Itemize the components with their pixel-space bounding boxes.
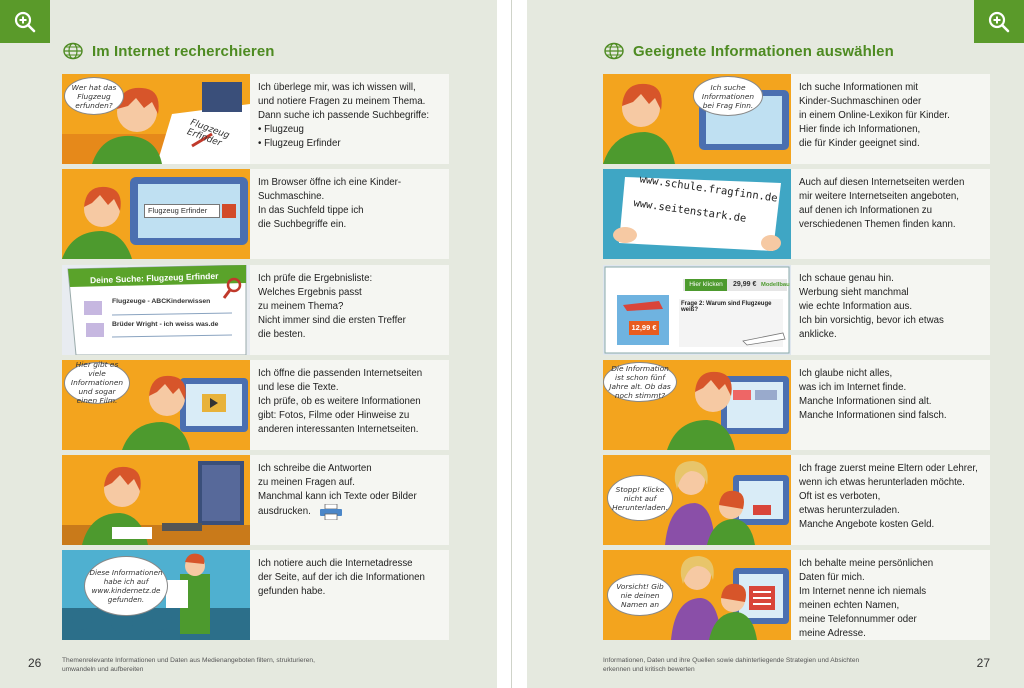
result-link: Brüder Wright - ich weiss was.de: [112, 320, 219, 328]
text-line: wenn ich etwas herunterladen möchte.: [799, 477, 965, 489]
text-line: Oft ist es verboten,: [799, 491, 881, 503]
text-line: Ich glaube nicht alles,: [799, 367, 893, 379]
text-line: und notiere Fragen zu meinem Thema.: [258, 96, 426, 107]
step-row: [62, 455, 449, 545]
comic-panel: [603, 360, 791, 450]
text-line: Ich suche Informationen mit: [799, 82, 918, 93]
steps-list-left: [62, 74, 449, 646]
note-text: Flugzeug Erfinder: [185, 117, 231, 149]
comic-illustration: [62, 455, 250, 545]
text-line: die für Kinder geeignet sind.: [799, 138, 920, 149]
text-line: in einem Online-Lexikon für Kinder.: [799, 110, 950, 121]
text-line: und lese die Texte.: [258, 381, 339, 393]
text-line: Ich prüfe, ob es weitere Informationen: [258, 395, 421, 407]
text-line: Manche Informationen sind alt.: [799, 395, 932, 407]
step-row: [603, 265, 990, 355]
text-line: etwas herunterzuladen.: [799, 505, 900, 517]
step-text: [250, 169, 449, 259]
text-line: was ich im Internet finde.: [799, 381, 907, 393]
speech-bubble: Stopp! Klicke nicht auf Herunterladen.: [607, 475, 673, 521]
comic-panel: [603, 265, 791, 355]
text-line: Hier finde ich Informationen,: [799, 124, 921, 135]
price-tag: 12,99 €: [629, 321, 659, 335]
text-line: meinen echten Namen,: [799, 600, 900, 612]
comic-panel: [603, 169, 791, 259]
speech-bubble: Vorsicht! Gib nie deinen Namen an: [607, 574, 673, 616]
ad-button: Hier klicken: [685, 279, 727, 291]
zoom-button-left[interactable]: [0, 0, 50, 43]
step-text: [250, 74, 449, 164]
step-text: [250, 360, 449, 450]
text-line: zu meinen Fragen auf.: [258, 477, 355, 489]
printer-icon: [319, 504, 343, 520]
speech-bubble: Ich suche Informationen bei Frag Finn.: [693, 76, 763, 116]
speech-bubble: Wer hat das Flugzeug erfunden?: [64, 77, 124, 115]
speech-bubble: Diese Informationen habe ich auf www.kindernetz.de gefunden.: [84, 556, 168, 616]
comic-panel: [603, 455, 791, 545]
comic-panel: [603, 550, 791, 640]
ad-price: 29,99 €: [733, 280, 757, 288]
step-text: [250, 265, 449, 355]
speech-bubble: Die Information ist schon fünf Jahre alt. Ob das noch stimmt?: [603, 362, 677, 402]
step-row: [603, 455, 990, 545]
text-line: Ich bin vorsichtig, bevor ich etwas: [799, 314, 944, 326]
step-row: [62, 360, 449, 450]
zoom-button-right[interactable]: [974, 0, 1024, 43]
step-row: [62, 169, 449, 259]
text-line: mir weitere Internetseiten angeboten,: [799, 191, 959, 203]
step-text: [791, 265, 990, 355]
result-link: Flugzeuge - ABCKinderwissen: [112, 297, 211, 305]
step-text: [791, 360, 990, 450]
text-line: zu meinem Thema?: [258, 300, 344, 312]
search-box: Flugzeug Erfinder: [144, 204, 220, 218]
book-spine: [497, 0, 527, 688]
section-title-text: Geeignete Informationen auswählen: [633, 42, 894, 60]
text-line: Manche Informationen sind falsch.: [799, 409, 947, 421]
bullet-item: • Flugzeug Erfinder: [258, 137, 441, 151]
question-heading: Frage 2: Warum sind Flugzeuge weiß?: [681, 300, 772, 313]
text-line: meine Telefonnummer oder: [799, 614, 917, 626]
comic-panel: [62, 455, 250, 545]
zoom-in-icon: [987, 10, 1011, 34]
text-line: verschiedenen Themen finden kann.: [799, 219, 956, 231]
step-row: [603, 550, 990, 640]
step-row: [603, 360, 990, 450]
text-line: In das Suchfeld tippe ich: [258, 205, 364, 217]
text-line: Ich überlege mir, was ich wissen will,: [258, 82, 416, 93]
text-line: Daten für mich.: [799, 572, 865, 584]
text-line: die besten.: [258, 328, 306, 340]
text-line: Ich frage zuerst meine Eltern oder Lehrer,: [799, 463, 978, 475]
comic-panel: [603, 74, 791, 164]
comic-panel: [62, 169, 250, 259]
step-text: [250, 550, 449, 640]
text-line: anderen interessanten Internetseiten.: [258, 423, 419, 435]
bullet-item: • Flugzeug: [258, 123, 441, 137]
text-line: Nicht immer sind die ersten Treffer: [258, 314, 406, 326]
handwritten-url: www.seitenstark.de: [632, 197, 748, 226]
page-number: 26: [28, 656, 42, 670]
step-row: [62, 265, 449, 355]
text-line: Im Browser öffne ich eine Kinder-: [258, 177, 402, 189]
result-header: Deine Suche: Flugzeug Erfinder: [89, 270, 219, 285]
text-line: Ich schaue genau hin.: [799, 272, 894, 284]
section-title-right: [603, 42, 894, 60]
ad-label: Modellbau: [761, 281, 790, 288]
page-number: 27: [976, 656, 990, 670]
text-line: Werbung sieht manchmal: [799, 286, 909, 298]
section-title-text: Im Internet recherchieren: [92, 42, 275, 60]
left-page: [0, 0, 497, 688]
text-line: ausdrucken.: [258, 506, 311, 518]
step-text: [791, 169, 990, 259]
text-line: auf denen ich Informationen zu: [799, 205, 933, 217]
step-text: [250, 455, 449, 545]
zoom-in-icon: [13, 10, 37, 34]
text-line: Auch auf diesen Internetseiten werden: [799, 177, 965, 189]
text-line: meine Adresse.: [799, 628, 866, 640]
text-line: Suchmaschine.: [258, 191, 325, 203]
comic-panel: [62, 265, 250, 355]
text-line: anklicke.: [799, 328, 837, 340]
page-footer: Informationen, Daten und ihre Quellen sowie dahinterliegende Strategien und Absichten erkennen und kritisch bewerten: [603, 657, 860, 673]
text-line: Kinder-Suchmaschinen oder: [799, 96, 922, 107]
globe-icon: [603, 42, 625, 60]
text-line: Ich öffne die passenden Internetseiten: [258, 367, 423, 379]
comic-panel: [62, 550, 250, 640]
text-line: die Suchbegriffe ein.: [258, 219, 347, 231]
text-line: Manchmal kann ich Texte oder Bilder: [258, 491, 417, 503]
step-text: [791, 550, 990, 640]
step-text: [791, 455, 990, 545]
step-text: [791, 74, 990, 164]
text-line: der Seite, auf der ich die Informationen: [258, 572, 425, 584]
text-line: Dann suche ich passende Suchbegriffe:: [258, 110, 430, 121]
section-title-left: [62, 42, 275, 60]
comic-panel: [62, 360, 250, 450]
right-page: [527, 0, 1024, 688]
handwritten-url: www.schule.fragfinn.de: [638, 173, 779, 205]
text-line: gibt: Fotos, Filme oder Hinweise zu: [258, 409, 410, 421]
step-row: [603, 74, 990, 164]
comic-panel: [62, 74, 250, 164]
page-footer: Themenrelevante Informationen und Daten aus Medienangeboten filtern, strukturieren, umwandeln und aufbereiten: [62, 657, 315, 673]
text-line: Manche Angebote kosten Geld.: [799, 519, 935, 531]
search-icon: [222, 204, 236, 218]
text-line: wie echte Information aus.: [799, 300, 913, 312]
text-line: Im Internet nenne ich niemals: [799, 586, 927, 598]
globe-icon: [62, 42, 84, 60]
text-line: gefunden habe.: [258, 586, 326, 598]
text-line: Ich behalte meine persönlichen: [799, 558, 934, 570]
step-row: [603, 169, 990, 259]
text-line: Ich prüfe die Ergebnisliste:: [258, 272, 373, 284]
steps-list-right: [603, 74, 990, 646]
speech-bubble: Hier gibt es viele Informationen und sogar einen Film.: [64, 362, 130, 404]
step-row: [62, 74, 449, 164]
text-line: Ich schreibe die Antworten: [258, 463, 372, 475]
text-line: Ich notiere auch die Internetadresse: [258, 558, 413, 570]
step-row: [62, 550, 449, 640]
text-line: Welches Ergebnis passt: [258, 286, 362, 298]
